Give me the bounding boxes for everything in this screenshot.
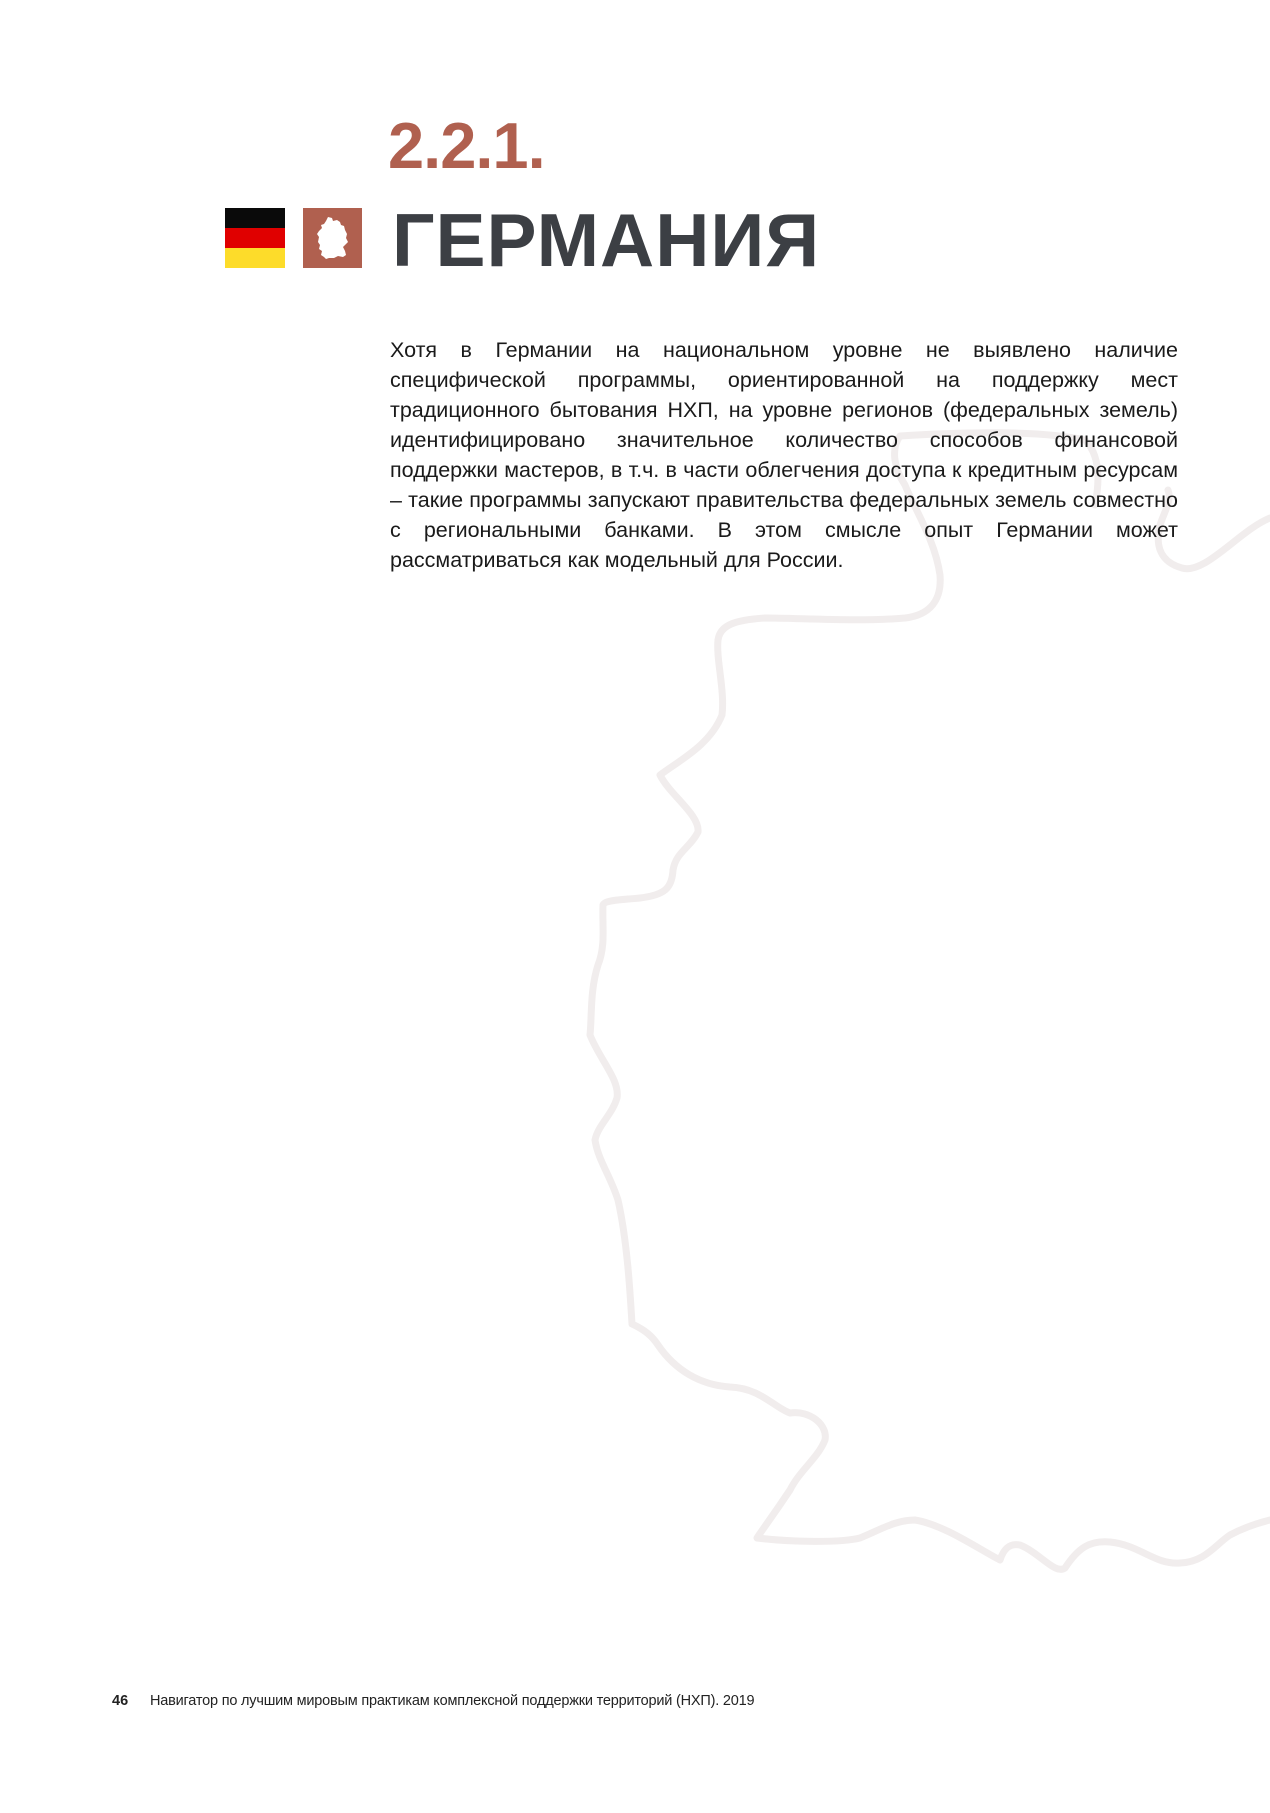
footer-publication-title: Навигатор по лучшим мировым практикам комплексной поддержки территорий (НХП). 2019	[150, 1693, 755, 1709]
body-paragraph: Хотя в Германии на национальном уровне не выявлено наличие специфической программы, ориентированной на поддержку мест традиционного бытования НХП, на уровне регионов (федеральных земель) идентифицировано значительное количество способов финансовой поддержки мастеров, в т.ч. в части облегчения доступа к кредитным ресурсам – такие программы запускают правительства федеральных земель совместно с региональными банками. В этом смысле опыт Германии может рассматриваться как модельный для России.	[390, 338, 1178, 572]
germany-flag-icon	[225, 208, 285, 268]
page-number: 46	[112, 1693, 129, 1709]
germany-map-icon	[303, 208, 362, 268]
flag-stripe-black	[225, 208, 285, 228]
germany-silhouette-icon	[316, 216, 350, 260]
country-title: ГЕРМАНИЯ	[392, 198, 821, 282]
flag-stripe-red	[225, 228, 285, 248]
section-number: 2.2.1.	[388, 109, 545, 182]
page-footer	[112, 1693, 754, 1709]
flag-stripe-gold	[225, 248, 285, 268]
